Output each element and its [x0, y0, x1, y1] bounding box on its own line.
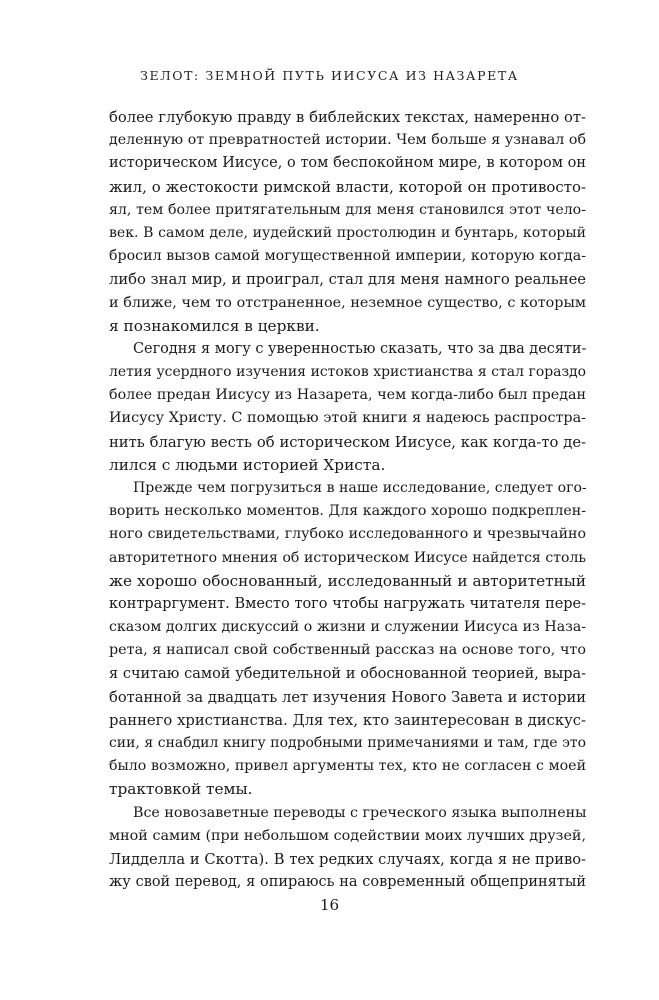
text-line: я считаю самой убедительной и обоснованной теорией, выра- — [109, 665, 586, 682]
paragraph — [109, 477, 586, 802]
text-line: Лидделла и Скотта). В тех редких случаях, когда я не приво- — [109, 851, 586, 868]
text-line: Все новозаветные переводы с греческого языка выполнены — [133, 804, 587, 821]
text-line: ботанной за двадцать лет изучения Нового Завета и истории — [109, 688, 586, 706]
text-line: более глубокую правду в библейских текстах, намеренно от- — [109, 109, 586, 126]
text-line: Сегодня я могу с уверенностью сказать, что за два десяти- — [133, 340, 587, 357]
text-line: мной самим (при небольшом содействии моих лучших друзей, — [109, 827, 586, 844]
text-line: Иисусу Христу. С помощью этой книги я надеюсь распростра- — [109, 410, 586, 427]
text-line: жу свой перевод, я опираюсь на современный общепринятый — [109, 874, 586, 891]
text-line: нить благую весть об историческом Иисусе, как когда-то де- — [109, 433, 586, 451]
text-line: бросил вызов самой могущественной империи, которую когда- — [109, 248, 586, 265]
paragraph — [109, 106, 586, 338]
page-number: 16 — [319, 896, 340, 914]
text-line: и ближе, чем то отстраненное, неземное существо, с которым — [109, 294, 586, 311]
text-line: ял, тем более притягательным для меня становился этот чело- — [109, 201, 586, 218]
text-line: историческом Иисусе, о том беспокойном мире, в котором он — [109, 155, 586, 172]
text-line: более предан Иисусу из Назарета, чем когда-либо был предан — [109, 387, 586, 404]
text-line: либо знал мир, и проиграл, стал для меня намного реальнее — [109, 271, 586, 289]
text-line: сии, я снабдил книгу подробными примечаниями и там, где это — [109, 735, 586, 752]
text-line: я познакомился в церкви. — [109, 316, 320, 335]
running-head: ЗЕЛОТ: ЗЕМНОЙ ПУТЬ ИИСУСА ИЗ НАЗАРЕТА — [140, 68, 519, 83]
paragraph — [109, 802, 586, 895]
text-line: летия усердного изучения истоков христианства я стал гораздо — [109, 364, 586, 381]
text-line: ного свидетельствами, глубоко исследованного и чрезвычайно — [109, 526, 586, 543]
text-line: ворить несколько моментов. Для каждого хорошо подкреплен- — [109, 503, 586, 520]
body-text — [109, 106, 586, 894]
text-line: сказом долгих дискуссий о жизни и служении Иисуса из Наза- — [109, 619, 586, 636]
text-line: раннего христианства. Для тех, кто заинтересован в дискус- — [109, 711, 586, 729]
text-line: век. В самом деле, иудейский простолюдин и бунтарь, который — [109, 224, 586, 241]
text-line: деленную от превратностей истории. Чем больше я узнавал об — [109, 132, 586, 149]
text-line: жил, о жестокости римской власти, которой он противосто- — [109, 177, 586, 196]
text-line: Прежде чем погрузиться в наше исследование, следует ого- — [133, 480, 587, 496]
text-line: было возможно, привел аргументы тех, кто не согласен с моей — [109, 758, 586, 775]
text-line: рета, я написал свой собственный рассказ на основе того, что — [109, 642, 586, 659]
paragraph — [109, 338, 586, 477]
text-line: трактовкой темы. — [109, 780, 253, 799]
text-line: же хорошо обоснованный, исследованный и авторитетный — [109, 571, 586, 590]
text-line: контраргумент. Вместо того чтобы нагружать читателя пере- — [109, 595, 586, 612]
text-line: авторитетного мнения об историческом Иисусе найдется столь — [109, 549, 586, 566]
text-line: лился с людьми историей Христа. — [109, 455, 386, 474]
